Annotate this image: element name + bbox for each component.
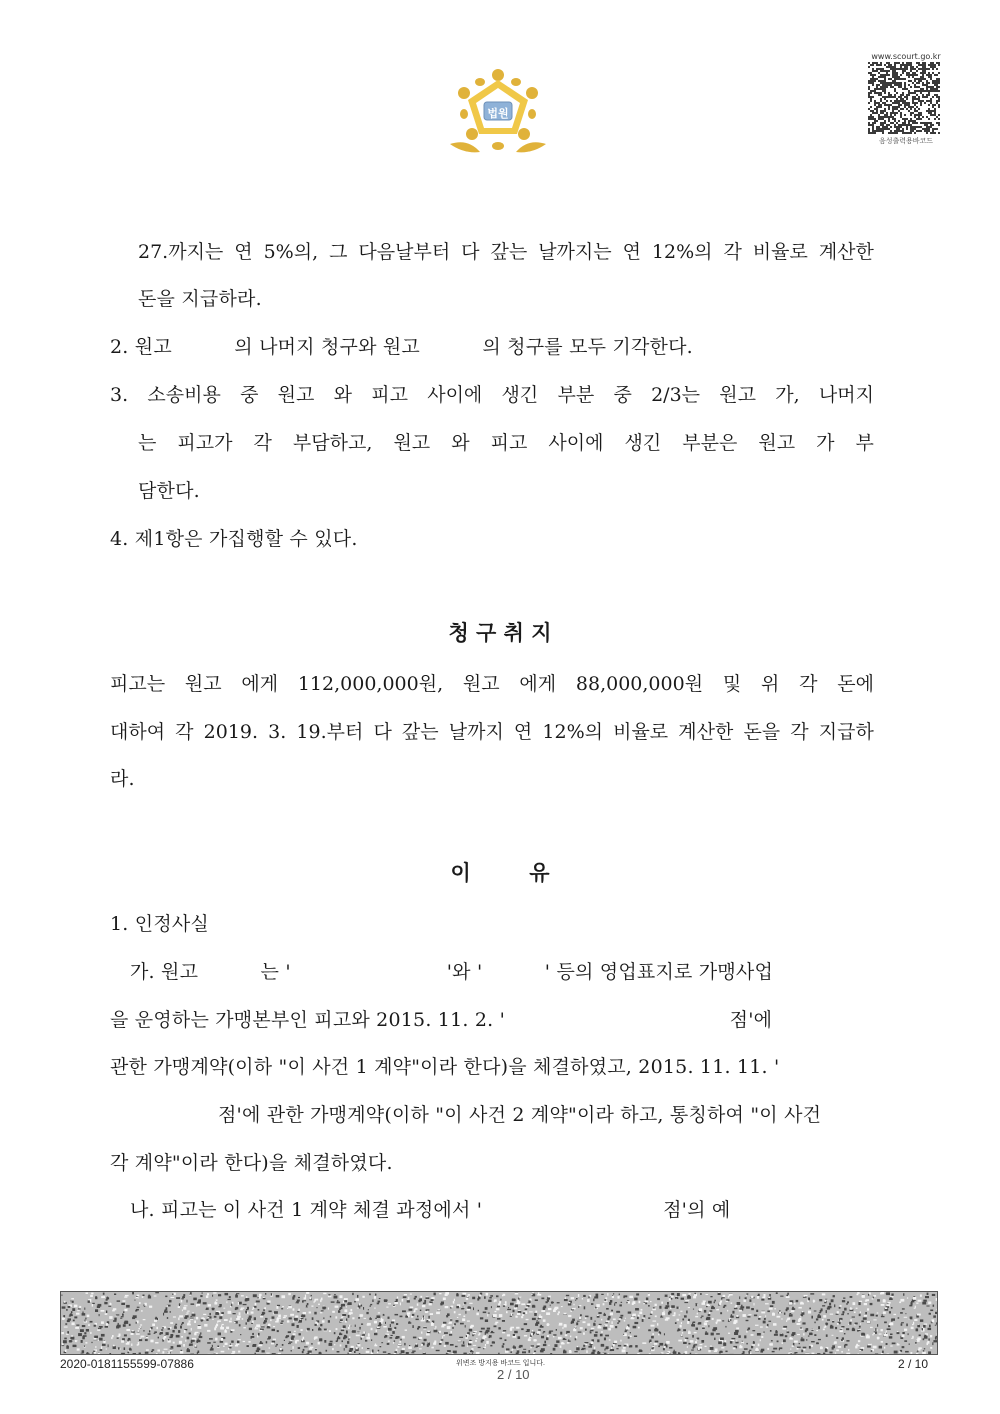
word: 와 bbox=[333, 384, 352, 406]
word: 연 bbox=[622, 241, 641, 263]
word: 중 bbox=[613, 384, 632, 406]
word: 갚는 bbox=[490, 241, 528, 263]
body-line-11: 1. 인정사실 bbox=[110, 913, 209, 935]
word: 원고 bbox=[184, 673, 222, 695]
body-line-15: 점'에 관한 가맹계약(이하 "이 사건 2 계약"이라 하고, 통칭하여 "이 사건 bbox=[218, 1104, 822, 1126]
word: 각 bbox=[790, 721, 809, 743]
word: 3. bbox=[268, 721, 287, 743]
body-line-13: 을 운영하는 가맹본부인 피고와 2015. 11. 2. ' 점'에 bbox=[110, 1009, 773, 1031]
word: 다음날부터 bbox=[358, 241, 451, 263]
page-number: 2 / 10 bbox=[898, 1357, 929, 1371]
word: 소송비용 bbox=[147, 384, 221, 406]
word: 와 bbox=[451, 432, 470, 454]
word: 112,000,000원, bbox=[297, 673, 444, 695]
word: 3. bbox=[110, 384, 129, 406]
word: 위 bbox=[760, 673, 780, 695]
word: 19.부터 bbox=[296, 721, 364, 743]
word: 부담하고, bbox=[292, 432, 373, 454]
word: 5%의, bbox=[263, 241, 319, 263]
word: 27.까지는 bbox=[138, 241, 224, 263]
word: 계산한 bbox=[678, 721, 734, 743]
word: 각 bbox=[723, 241, 742, 263]
word: 부분 bbox=[557, 384, 595, 406]
word: 생긴 bbox=[501, 384, 539, 406]
body-line-5 bbox=[138, 431, 874, 455]
qr-url: www.scourt.go.kr bbox=[871, 52, 941, 61]
body-line-2: 돈을 지급하라. bbox=[138, 288, 262, 310]
word: 원고 bbox=[393, 432, 431, 454]
word: 피고 bbox=[371, 384, 408, 406]
word: 원고 bbox=[462, 673, 500, 695]
center-page-number: 2 / 10 bbox=[497, 1367, 530, 1382]
word: 중 bbox=[240, 384, 259, 406]
anti-forgery-barcode bbox=[60, 1291, 938, 1355]
word: 원고 bbox=[719, 384, 756, 406]
word: 비율로 bbox=[752, 241, 808, 263]
word: 원고 bbox=[277, 384, 315, 406]
word: 88,000,000원 bbox=[575, 673, 704, 695]
word: 각 bbox=[799, 673, 818, 695]
word: 부 bbox=[855, 432, 874, 454]
body-line-17: 나. 피고는 이 사건 1 계약 체결 과정에서 ' 점'의 예 bbox=[130, 1199, 731, 1221]
word: 계산한 bbox=[818, 241, 874, 263]
body-line-6: 담한다. bbox=[138, 480, 200, 502]
word: 지급하 bbox=[818, 721, 874, 743]
claim-heading: 청 구 취 지 bbox=[448, 621, 552, 645]
word: 피고가 bbox=[177, 432, 233, 454]
word: 각 bbox=[253, 432, 272, 454]
word: 비율로 bbox=[613, 721, 669, 743]
word: 는 bbox=[138, 432, 157, 454]
emblem-text: 법원 bbox=[487, 107, 509, 120]
body-line-1 bbox=[138, 240, 874, 264]
document-id: 2020-0181155599-07886 bbox=[60, 1357, 194, 1371]
qr-caption: 음성출력용바코드 bbox=[878, 137, 934, 145]
body-line-7: 4. 제1항은 가집행할 수 있다. bbox=[110, 528, 358, 550]
body-line-10: 라. bbox=[110, 768, 135, 790]
word: 가 bbox=[816, 432, 835, 454]
word: 날까지 bbox=[448, 721, 504, 743]
body-line-8 bbox=[110, 672, 874, 696]
word: 및 bbox=[722, 673, 742, 695]
word: 2/3는 bbox=[651, 384, 701, 406]
word: 다 bbox=[373, 721, 392, 743]
barcode-notice: 위변조 방지용 바코드 입니다. bbox=[456, 1360, 545, 1367]
word: 원고 bbox=[758, 432, 796, 454]
word: 날까지는 bbox=[538, 241, 612, 263]
word: 12%의 bbox=[651, 241, 713, 263]
word: 나머지 bbox=[818, 384, 874, 406]
body-line-14: 관한 가맹계약(이하 "이 사건 1 계약"이라 한다)을 체결하였고, 2015. 11. 11. ' bbox=[110, 1056, 780, 1078]
word: 에게 bbox=[241, 673, 279, 695]
body-line-16: 각 계약"이라 한다)을 체결하였다. bbox=[110, 1152, 393, 1174]
body-line-3: 2. 원고 의 나머지 청구와 원고 의 청구를 모두 기각한다. bbox=[110, 336, 693, 358]
reason-heading: 이 유 bbox=[450, 861, 550, 885]
word: 에게 bbox=[519, 673, 557, 695]
word: 대하여 bbox=[110, 721, 166, 743]
body-line-4 bbox=[110, 383, 874, 407]
word: 사이에 bbox=[548, 432, 604, 454]
body-line-9 bbox=[110, 720, 874, 744]
word: 2019. bbox=[203, 721, 259, 743]
word: 사이에 bbox=[427, 384, 483, 406]
word: 그 bbox=[329, 241, 348, 263]
word: 연 bbox=[234, 241, 253, 263]
word: 연 bbox=[513, 721, 533, 743]
word: 돈을 bbox=[743, 721, 781, 743]
word: 피고는 bbox=[110, 673, 166, 695]
word: 피고 bbox=[490, 432, 528, 454]
word: 돈에 bbox=[837, 673, 874, 695]
word: 각 bbox=[175, 721, 194, 743]
word: 다 bbox=[461, 241, 480, 263]
word: 갚는 bbox=[401, 721, 439, 743]
body-line-12: 가. 원고 는 ' '와 ' ' 등의 영업표지로 가맹사업 bbox=[130, 961, 774, 983]
word: 가, bbox=[775, 384, 800, 406]
word: 부분은 bbox=[682, 432, 738, 454]
word: 12%의 bbox=[542, 721, 603, 743]
word: 생긴 bbox=[624, 432, 662, 454]
qr-code bbox=[868, 62, 940, 134]
